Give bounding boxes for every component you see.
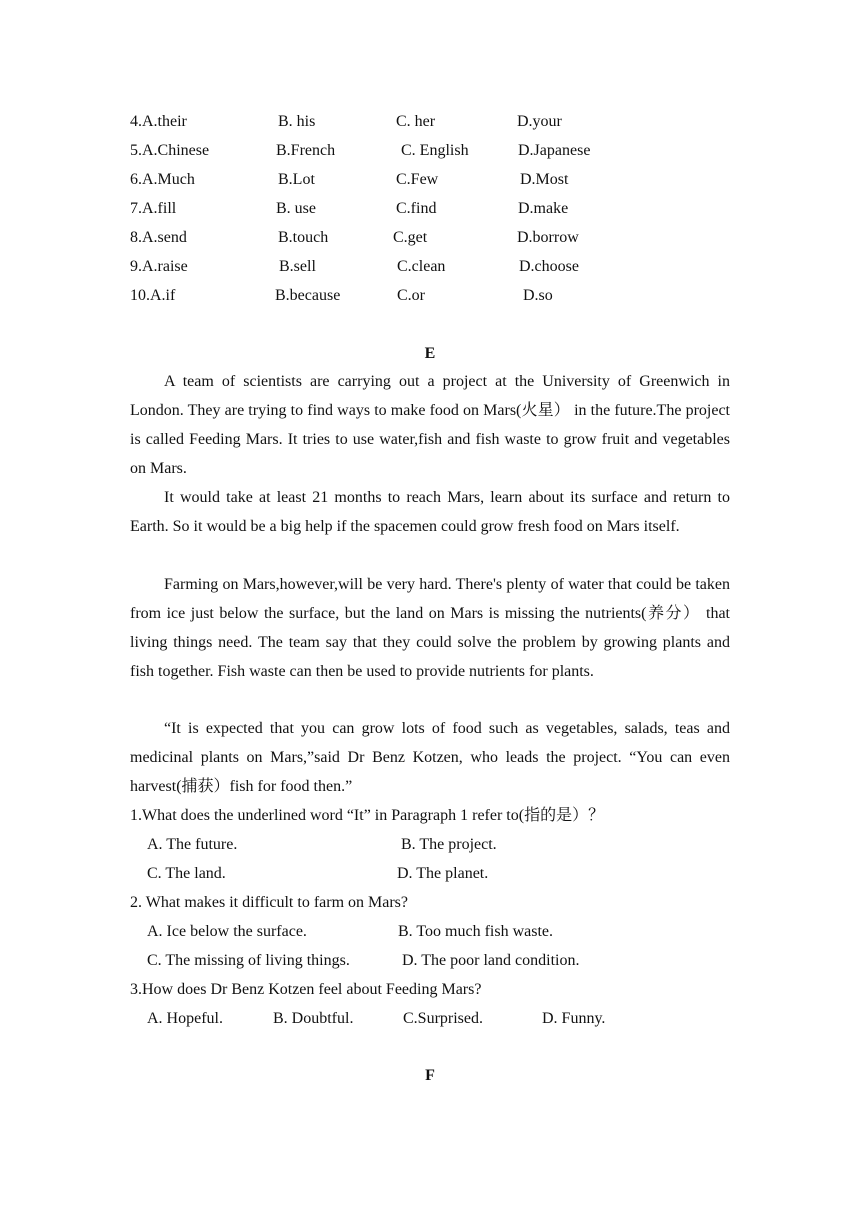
question-2-option-b: B. Too much fish waste. <box>398 923 554 940</box>
option-d: D.choose <box>519 258 579 275</box>
option-b: B. use <box>276 200 316 217</box>
section-f-heading: F <box>425 1067 435 1084</box>
option-d: D.borrow <box>517 229 579 246</box>
question-3-option-c: C.Surprised. <box>403 1010 483 1027</box>
passage-paragraph-2: It would take at least 21 months to reach Mars, learn about its surface and return to Earth. So it would be a big help if the spacemen could grow fresh food on Mars itself. <box>130 489 730 535</box>
option-c: C.clean <box>397 258 446 275</box>
option-c: C.Few <box>396 171 439 188</box>
option-d: D.make <box>518 200 569 217</box>
passage-paragraph-3: Farming on Mars,however,will be very hard. There's plenty of water that could be taken from ice just below the surface, but the land on Mars is missing the nutrients(养分） that living things need. The team say that they could solve the problem by growing plants and fish together. Fish waste can then be used to provide nutrients for plants. <box>130 576 730 680</box>
question-1-stem: 1.What does the underlined word “It” in Paragraph 1 refer to(指的是）？ <box>130 807 605 824</box>
option-a: 10.A.if <box>130 287 176 304</box>
option-b: B.Lot <box>278 171 315 188</box>
option-b: B.sell <box>279 258 316 275</box>
question-1-option-a: A. The future. <box>147 836 238 853</box>
option-c: C. English <box>401 142 469 159</box>
section-e-heading: E <box>424 345 436 362</box>
question-1-option-b: B. The project. <box>401 836 497 853</box>
question-3-option-a: A. Hopeful. <box>147 1010 223 1027</box>
option-b: B.French <box>276 142 336 159</box>
option-a: 9.A.raise <box>130 258 188 275</box>
question-1-option-c: C. The land. <box>147 865 226 882</box>
option-b: B.because <box>275 287 341 304</box>
option-a: 5.A.Chinese <box>130 142 210 159</box>
question-2-option-d: D. The poor land condition. <box>402 952 580 969</box>
option-b: B.touch <box>278 229 329 246</box>
option-c: C.or <box>397 287 425 304</box>
question-2-option-a: A. Ice below the surface. <box>147 923 307 940</box>
option-a: 4.A.their <box>130 113 187 130</box>
option-c: C.get <box>393 229 428 246</box>
option-d: D.Japanese <box>518 142 591 159</box>
option-d: D.so <box>523 287 553 304</box>
option-a: 7.A.fill <box>130 200 177 217</box>
question-2-option-c: C. The missing of living things. <box>147 952 350 969</box>
option-a: 8.A.send <box>130 229 187 246</box>
option-a: 6.A.Much <box>130 171 195 188</box>
question-3-option-d: D. Funny. <box>542 1010 606 1027</box>
option-c: C. her <box>396 113 436 130</box>
question-3-option-b: B. Doubtful. <box>273 1010 354 1027</box>
option-d: D.your <box>517 113 562 130</box>
option-c: C.find <box>396 200 437 217</box>
passage-paragraph-1: A team of scientists are carrying out a project at the University of Greenwich in London. They are trying to find ways to make food on Mars(火星） in the future.The project is called Feeding Mars. It tries to use water,fish and fish waste to grow fruit and vegetables on Mars. <box>130 373 730 477</box>
question-1-option-d: D. The planet. <box>397 865 489 882</box>
option-b: B. his <box>278 113 316 130</box>
passage-paragraph-4: “It is expected that you can grow lots of food such as vegetables, salads, teas and medicinal plants on Mars,”said Dr Benz Kotzen, who leads the project. “You can even harvest(捕获）fish for food then.” <box>130 720 730 795</box>
question-2-stem: 2. What makes it difficult to farm on Mars? <box>130 894 409 911</box>
option-d: D.Most <box>520 171 569 188</box>
question-3-stem: 3.How does Dr Benz Kotzen feel about Feeding Mars? <box>130 981 482 998</box>
